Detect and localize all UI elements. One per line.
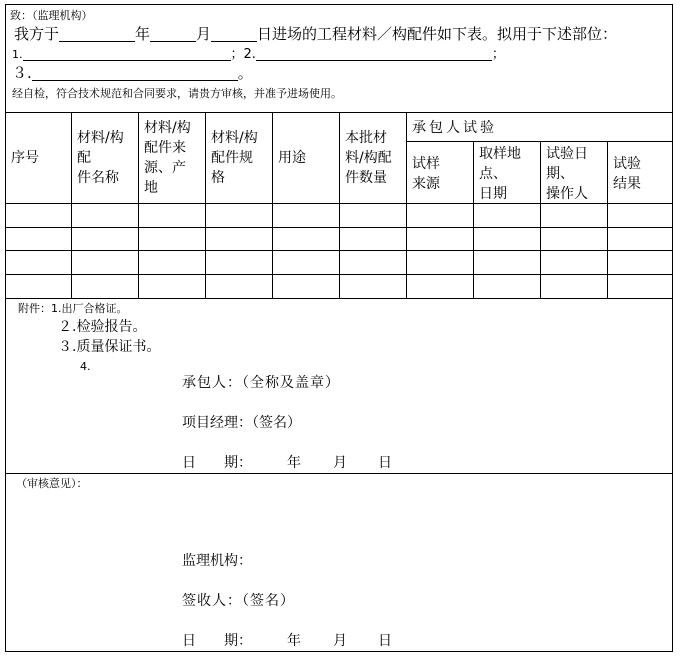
column-border [71,112,72,298]
part1-sep: ；2. [230,47,256,62]
signer-line: 签收人：（签名） [182,593,295,609]
column-border [607,141,608,298]
column-border [205,112,206,298]
intro-rest: 日进场的工程材料／构配件如下表。拟用于下述部位： [257,25,618,43]
review-opinion-label: （审核意见）： [16,477,88,490]
attachment-item-4: 4. [80,360,91,373]
entry-day-blank[interactable] [211,27,257,42]
part2-blank[interactable] [256,46,492,61]
col-header-usage: 用途 [278,150,306,166]
contractor-seal-line: 承包人：（全称及盖章） [182,375,340,391]
review-date-label: 日 期： [182,633,252,649]
review-date-year: 年 [287,633,301,649]
column-border [540,141,541,298]
column-border [138,112,139,298]
group-header-contractor-test: 承包人试验 [412,120,497,136]
review-date-day: 日 [378,633,392,649]
col-header-seq: 序号 [11,150,39,166]
contractor-date-day: 日 [378,455,392,471]
intro-month: 月 [196,25,212,43]
col-header-quantity: 本批材 料/构配 件数量 [345,130,392,186]
col-header-material-name: 材料/构 配 件名称 [77,130,124,186]
column-border [406,112,407,298]
review-date-month: 月 [333,633,347,649]
col-header-sample-source: 试样 来源 [412,156,440,192]
intro-a: 我方于 [14,25,60,43]
part3-line [12,66,253,81]
table-bottom-border [5,298,673,299]
col-header-test-date-operator: 试验日 期、 操作人 [546,146,588,202]
column-border [339,112,340,298]
contractor-date-month: 月 [333,455,347,471]
part1-label: 1. [12,48,23,61]
project-manager-line: 项目经理：（签名） [182,415,301,431]
parts-line [12,46,505,61]
review-section-border [5,473,673,474]
attachments-label: 附件：1.出厂合格证。 [18,302,128,315]
attachment-item-2: ２.检验报告。 [58,319,147,335]
part1-blank[interactable] [23,46,231,61]
attachment-item-3: ３.质量保证书。 [58,339,161,355]
intro-year: 年 [135,25,151,43]
part2-end: ； [491,47,505,62]
supervision-org-line: 监理机构： [182,553,252,569]
column-border [272,112,273,298]
part3-end: 。 [237,64,253,82]
entry-date-blank[interactable] [59,27,135,42]
col-header-test-result: 试验 结果 [613,156,641,192]
col-header-material-source: 材料/构 配件来 源、产 地 [144,120,191,196]
contractor-date-year: 年 [287,455,301,471]
col-header-sample-place-date: 取样地 点、 日期 [479,146,521,202]
entry-month-blank[interactable] [150,27,196,42]
intro-line [14,27,617,42]
column-border [473,141,474,298]
contractor-date-label: 日 期： [182,455,252,471]
to-line: 致：（监理机构） [10,9,93,22]
part3-label: ３. [12,64,32,82]
self-check-text: 经自检，符合技术规范和合同要求，请贵方审核，并准予进场使用。 [12,87,342,100]
part3-blank[interactable] [32,66,238,81]
col-header-material-spec: 材料/构 配件规 格 [211,130,258,186]
